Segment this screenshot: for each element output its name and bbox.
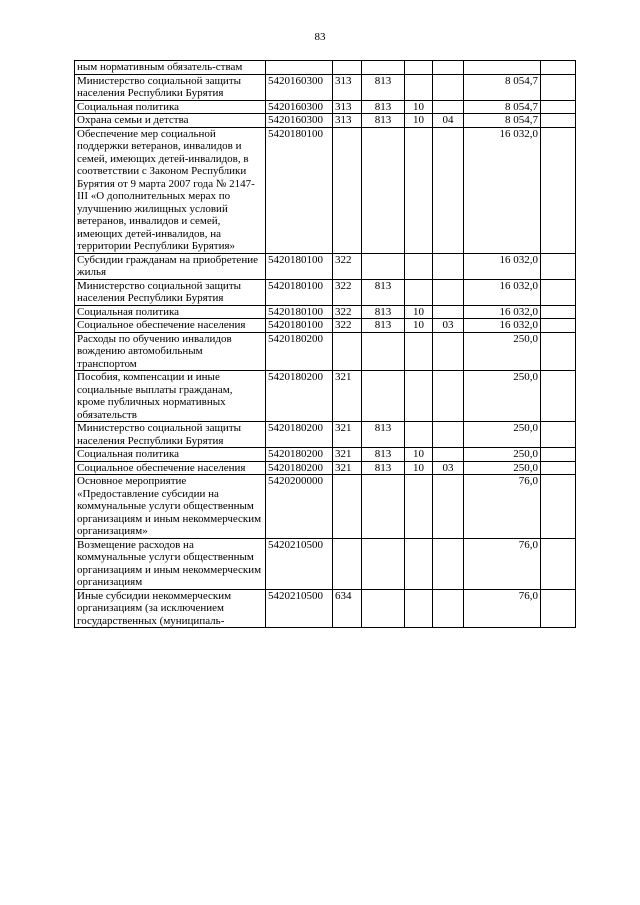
row-vr-cell (333, 475, 362, 539)
row-sum-cell: 76,0 (464, 589, 541, 628)
row-grbs-cell (362, 332, 405, 371)
row-csr-cell: 5420160300 (266, 100, 333, 114)
row-rz-cell (405, 332, 433, 371)
row-name-cell: Основное мероприятие «Предоставление субсидии на коммунальные услуги общественным организациям и иным некоммерческим организациям» (75, 475, 266, 539)
row-grbs-cell: 813 (362, 279, 405, 305)
row-csr-cell: 5420210500 (266, 538, 333, 589)
row-sum-cell: 16 032,0 (464, 319, 541, 333)
row-csr-cell: 5420180100 (266, 127, 333, 253)
row-extra-cell (541, 100, 576, 114)
row-grbs-cell: 813 (362, 114, 405, 128)
row-name-cell: Возмещение расходов на коммунальные услуги общественным организациям и иным некоммерческим организациям (75, 538, 266, 589)
row-extra-cell (541, 332, 576, 371)
row-grbs-cell (362, 127, 405, 253)
row-extra-cell (541, 305, 576, 319)
row-csr-cell: 5420180100 (266, 253, 333, 279)
row-vr-cell: 313 (333, 114, 362, 128)
row-extra-cell (541, 253, 576, 279)
budget-table (74, 60, 576, 628)
row-csr-cell: 5420200000 (266, 475, 333, 539)
row-rz-cell (405, 538, 433, 589)
budget-table-body (75, 61, 576, 628)
row-rz-cell: 10 (405, 448, 433, 462)
row-pr-cell (433, 127, 464, 253)
row-csr-cell: 5420180200 (266, 448, 333, 462)
row-sum-cell: 16 032,0 (464, 279, 541, 305)
row-csr-cell (266, 61, 333, 75)
row-pr-cell (433, 538, 464, 589)
row-grbs-cell: 813 (362, 448, 405, 462)
row-sum-cell: 76,0 (464, 538, 541, 589)
row-csr-cell: 5420210500 (266, 589, 333, 628)
row-extra-cell (541, 279, 576, 305)
table-row (75, 422, 576, 448)
row-extra-cell (541, 475, 576, 539)
row-pr-cell (433, 305, 464, 319)
table-row (75, 332, 576, 371)
table-row (75, 448, 576, 462)
row-csr-cell: 5420180100 (266, 305, 333, 319)
row-csr-cell: 5420160300 (266, 74, 333, 100)
row-pr-cell (433, 371, 464, 422)
row-vr-cell: 321 (333, 461, 362, 475)
row-sum-cell: 76,0 (464, 475, 541, 539)
row-rz-cell (405, 589, 433, 628)
row-vr-cell: 634 (333, 589, 362, 628)
row-grbs-cell (362, 538, 405, 589)
row-extra-cell (541, 61, 576, 75)
row-rz-cell (405, 127, 433, 253)
row-grbs-cell (362, 371, 405, 422)
row-sum-cell: 8 054,7 (464, 74, 541, 100)
row-grbs-cell: 813 (362, 100, 405, 114)
row-grbs-cell (362, 475, 405, 539)
row-name-cell: Социальное обеспечение населения (75, 319, 266, 333)
row-name-cell: ным нормативным обязатель-ствам (75, 61, 266, 75)
row-grbs-cell (362, 61, 405, 75)
page-number: 83 (314, 31, 326, 43)
row-extra-cell (541, 319, 576, 333)
row-pr-cell (433, 61, 464, 75)
row-name-cell: Пособия, компенсации и иные социальные выплаты гражданам, кроме публичных нормативных обязательств (75, 371, 266, 422)
row-pr-cell (433, 448, 464, 462)
row-vr-cell (333, 332, 362, 371)
table-row (75, 319, 576, 333)
row-grbs-cell: 813 (362, 305, 405, 319)
row-name-cell: Обеспечение мер социальной поддержки ветеранов, инвалидов и семей, имеющих детей-инвалидов, в соответствии с Законом Республики Бурятия от 9 марта 2007 года № 2147-III «О дополнительных мерах по улучшению жилищных условий ветеранов, инвалидов и семей, имеющих детей-инвалидов, на территории Республики Бурятия» (75, 127, 266, 253)
row-rz-cell (405, 61, 433, 75)
row-pr-cell (433, 74, 464, 100)
row-vr-cell: 313 (333, 74, 362, 100)
table-row (75, 114, 576, 128)
row-csr-cell: 5420180200 (266, 422, 333, 448)
row-pr-cell: 03 (433, 319, 464, 333)
row-rz-cell: 10 (405, 461, 433, 475)
row-grbs-cell (362, 589, 405, 628)
row-sum-cell: 250,0 (464, 461, 541, 475)
table-row (75, 61, 576, 75)
row-sum-cell: 16 032,0 (464, 305, 541, 319)
row-pr-cell (433, 100, 464, 114)
row-extra-cell (541, 538, 576, 589)
row-rz-cell (405, 74, 433, 100)
row-sum-cell: 250,0 (464, 448, 541, 462)
row-rz-cell (405, 422, 433, 448)
row-pr-cell (433, 475, 464, 539)
row-rz-cell (405, 371, 433, 422)
row-pr-cell (433, 253, 464, 279)
row-name-cell: Министерство социальной защиты населения Республики Бурятия (75, 279, 266, 305)
table-row (75, 305, 576, 319)
row-rz-cell: 10 (405, 114, 433, 128)
row-grbs-cell: 813 (362, 74, 405, 100)
row-rz-cell (405, 475, 433, 539)
table-row (75, 461, 576, 475)
row-name-cell: Социальная политика (75, 100, 266, 114)
row-sum-cell: 8 054,7 (464, 100, 541, 114)
row-vr-cell: 321 (333, 422, 362, 448)
table-row (75, 589, 576, 628)
row-name-cell: Расходы по обучению инвалидов вождению автомобильным транспортом (75, 332, 266, 371)
table-row (75, 74, 576, 100)
row-grbs-cell (362, 253, 405, 279)
table-row (75, 127, 576, 253)
row-csr-cell: 5420180200 (266, 332, 333, 371)
row-grbs-cell: 813 (362, 319, 405, 333)
row-sum-cell: 250,0 (464, 371, 541, 422)
row-rz-cell: 10 (405, 305, 433, 319)
row-name-cell: Охрана семьи и детства (75, 114, 266, 128)
row-sum-cell: 16 032,0 (464, 127, 541, 253)
row-csr-cell: 5420180200 (266, 461, 333, 475)
row-csr-cell: 5420160300 (266, 114, 333, 128)
row-vr-cell: 322 (333, 319, 362, 333)
row-rz-cell: 10 (405, 319, 433, 333)
row-name-cell: Социальная политика (75, 305, 266, 319)
row-pr-cell (433, 589, 464, 628)
row-sum-cell: 16 032,0 (464, 253, 541, 279)
table-row (75, 100, 576, 114)
table-row (75, 475, 576, 539)
row-vr-cell (333, 127, 362, 253)
row-csr-cell: 5420180200 (266, 371, 333, 422)
row-name-cell: Субсидии гражданам на приобретение жилья (75, 253, 266, 279)
row-vr-cell: 321 (333, 371, 362, 422)
row-sum-cell: 250,0 (464, 422, 541, 448)
row-extra-cell (541, 589, 576, 628)
row-pr-cell: 04 (433, 114, 464, 128)
row-name-cell: Социальное обеспечение населения (75, 461, 266, 475)
row-sum-cell: 250,0 (464, 332, 541, 371)
row-pr-cell: 03 (433, 461, 464, 475)
row-extra-cell (541, 127, 576, 253)
row-pr-cell (433, 332, 464, 371)
row-rz-cell: 10 (405, 100, 433, 114)
row-vr-cell: 322 (333, 279, 362, 305)
row-grbs-cell: 813 (362, 461, 405, 475)
row-sum-cell (464, 61, 541, 75)
row-name-cell: Министерство социальной защиты населения Республики Бурятия (75, 74, 266, 100)
row-rz-cell (405, 279, 433, 305)
row-csr-cell: 5420180100 (266, 319, 333, 333)
row-rz-cell (405, 253, 433, 279)
row-name-cell: Иные субсидии некоммерческим организациям (за исключением государственных (муниципаль- (75, 589, 266, 628)
row-sum-cell: 8 054,7 (464, 114, 541, 128)
table-row (75, 279, 576, 305)
row-extra-cell (541, 371, 576, 422)
row-vr-cell: 322 (333, 253, 362, 279)
row-grbs-cell: 813 (362, 422, 405, 448)
row-vr-cell (333, 538, 362, 589)
table-row (75, 371, 576, 422)
row-extra-cell (541, 461, 576, 475)
row-extra-cell (541, 448, 576, 462)
row-csr-cell: 5420180100 (266, 279, 333, 305)
table-row (75, 538, 576, 589)
row-name-cell: Социальная политика (75, 448, 266, 462)
row-extra-cell (541, 74, 576, 100)
row-pr-cell (433, 279, 464, 305)
row-pr-cell (433, 422, 464, 448)
row-vr-cell: 321 (333, 448, 362, 462)
row-vr-cell: 313 (333, 100, 362, 114)
row-vr-cell (333, 61, 362, 75)
table-row (75, 253, 576, 279)
row-vr-cell: 322 (333, 305, 362, 319)
row-extra-cell (541, 422, 576, 448)
row-extra-cell (541, 114, 576, 128)
row-name-cell: Министерство социальной защиты населения Республики Бурятия (75, 422, 266, 448)
